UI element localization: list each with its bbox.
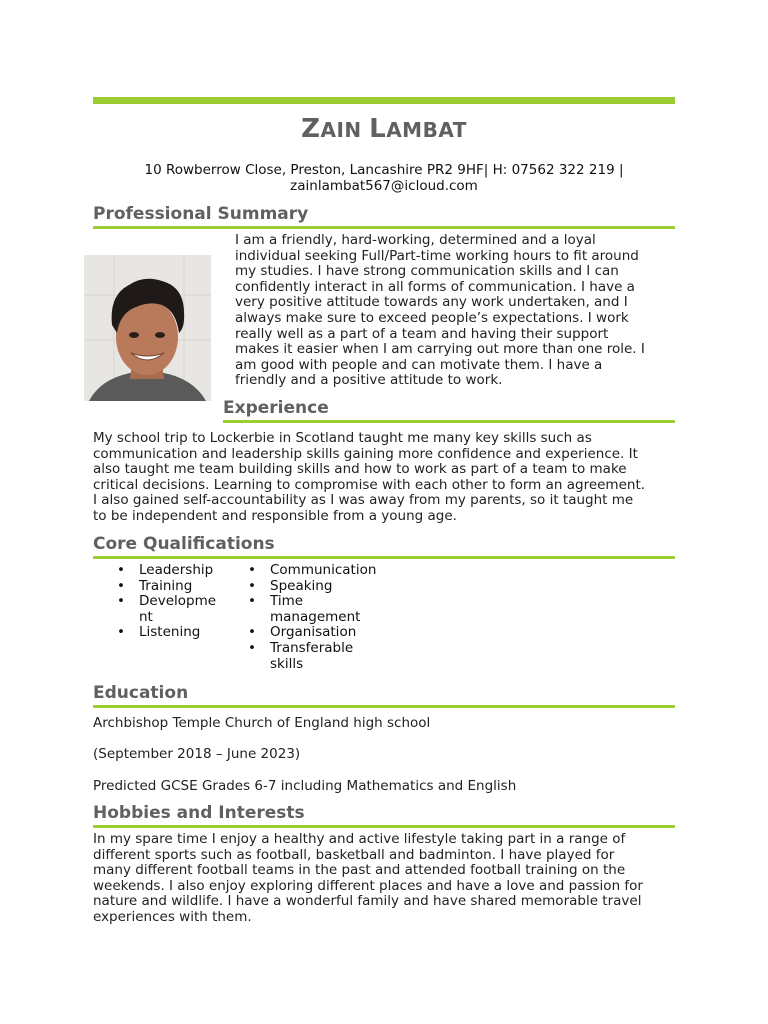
top-accent-bar — [93, 97, 675, 104]
qualifications-rule — [93, 556, 675, 559]
experience-heading: Experience — [223, 398, 329, 418]
experience-line: My school trip to Lockerbie in Scotland taught me many key skills such as — [93, 430, 592, 446]
email-line: zainlambat567@icloud.com — [290, 178, 478, 194]
education-dates: (September 2018 – June 2023) — [93, 746, 301, 762]
contact-details — [93, 162, 675, 194]
hobbies-line: nature and wildlife. I have a wonderful family and have shared memorable travel — [93, 893, 642, 910]
list-item: • Time management — [248, 594, 370, 625]
summary-heading: Professional Summary — [93, 204, 309, 224]
experience-line: also taught me team building skills and how to work as part of a team to make — [93, 461, 627, 478]
experience-text — [93, 431, 683, 525]
experience-line: to be independent and responsible from a young age. — [93, 507, 457, 524]
list-item: • Developme nt — [117, 594, 227, 625]
summary-line: I am a friendly, hard-working, determined and a loyal — [235, 232, 596, 248]
address-line: 10 Rowberrow Close, Preston, Lancashire PR2 9HF| H: 07562 322 219 | — [144, 162, 624, 178]
list-item: • Organisation — [248, 625, 398, 641]
qualifications-heading: Core Qualifications — [93, 534, 275, 554]
summary-line: confidently interact in all forms of communication. I have a — [235, 278, 635, 295]
summary-line: friendly and a positive attitude to work. — [235, 372, 503, 389]
experience-line: communication and leadership skills gaining more confidence and experience. It — [93, 445, 638, 462]
education-heading: Education — [93, 683, 189, 703]
qualifications-list-left — [117, 563, 227, 641]
summary-line: am good with people and can motivate them. I have a — [235, 356, 603, 373]
qualifications-list-right — [248, 563, 398, 672]
education-school: Archbishop Temple Church of England high school — [93, 715, 431, 731]
hobbies-line: different sports such as football, basketball and badminton. I have played for — [93, 846, 615, 863]
summary-text — [235, 233, 680, 389]
education-grades: Predicted GCSE Grades 6-7 including Mathematics and English — [93, 778, 517, 794]
summary-line: individual seeking Full/Part-time working hours to fit around — [235, 247, 639, 264]
list-item: • Listening — [117, 625, 227, 641]
list-item: • Leadership — [117, 563, 227, 579]
experience-line: critical decisions. Learning to compromise with each other to form an agreement. — [93, 476, 646, 493]
summary-line: makes it easier when I am carrying out more than one role. I — [235, 341, 645, 358]
hobbies-line: many different football teams in the past and attended football training on the — [93, 862, 626, 879]
list-item: • Transferable skills — [248, 641, 370, 672]
summary-line: very positive attitude towards any work undertaken, and I — [235, 294, 628, 311]
hobbies-text — [93, 832, 683, 926]
name-last-rest: AMBAT — [386, 118, 467, 142]
name-last-initial: L — [369, 114, 387, 144]
name-first-rest: AIN — [320, 118, 362, 142]
hobbies-line: weekends. I also enjoy exploring different places and have a love and passion for — [93, 877, 643, 894]
education-rule — [93, 705, 675, 708]
hobbies-heading: Hobbies and Interests — [93, 803, 305, 823]
summary-line: really well as a part of a team and having their support — [235, 325, 609, 342]
name-first-initial: Z — [301, 114, 321, 144]
hobbies-line: In my spare time I enjoy a healthy and active lifestyle taking part in a range of — [93, 831, 626, 847]
summary-line: my studies. I have strong communication skills and I can — [235, 263, 619, 280]
applicant-name — [93, 114, 675, 144]
summary-line: always make sure to exceed people’s expectations. I work — [235, 309, 629, 326]
experience-line: I also gained self-accountability as I was away from my parents, so it taught me — [93, 492, 634, 509]
experience-rule — [223, 420, 675, 423]
summary-rule — [93, 226, 675, 229]
list-item: • Training — [117, 579, 227, 595]
list-item: • Communication — [248, 563, 398, 579]
hobbies-line: experiences with them. — [93, 908, 252, 925]
list-item: • Speaking — [248, 579, 398, 595]
hobbies-rule — [93, 825, 675, 828]
profile-photo — [84, 255, 211, 401]
